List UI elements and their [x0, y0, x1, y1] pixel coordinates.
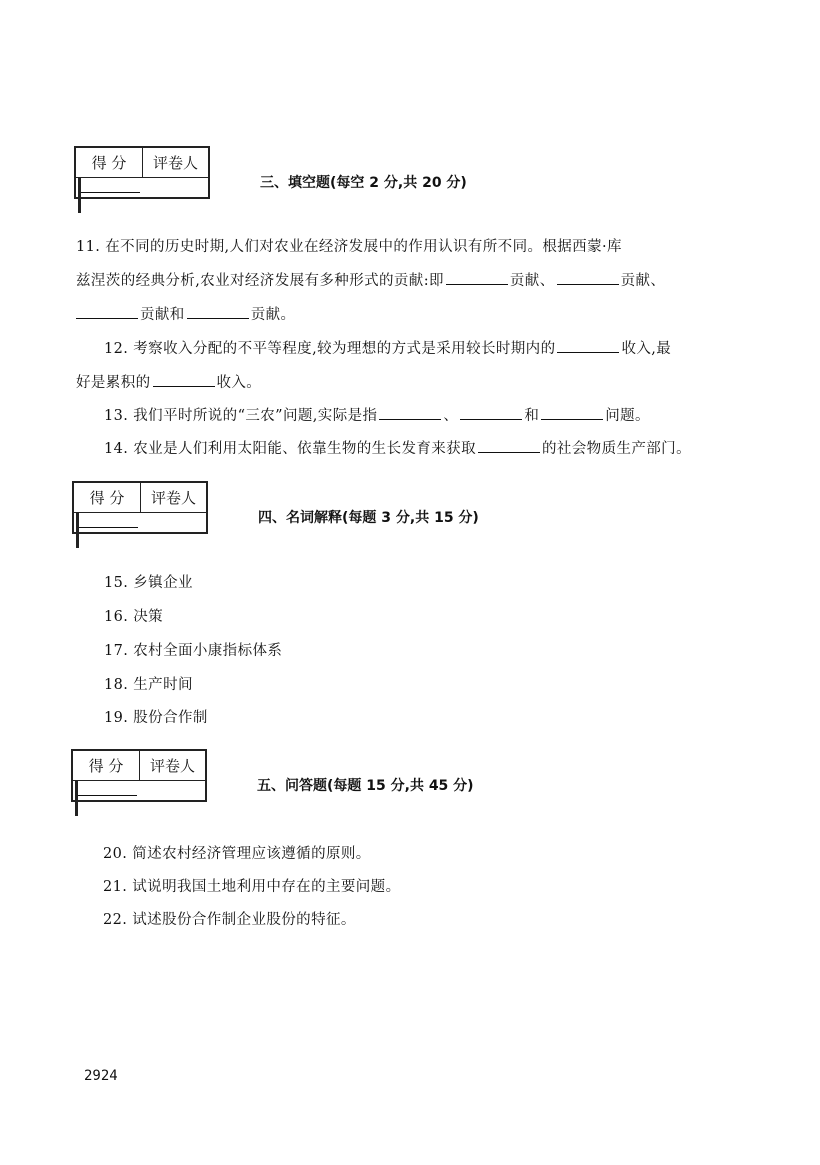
essay-question: 20. 简述农村经济管理应该遵循的原则。	[103, 846, 371, 862]
essay-question: 21. 试说明我国土地利用中存在的主要问题。	[103, 879, 401, 895]
score-box-section4	[72, 481, 208, 534]
score-label: 得 分	[73, 482, 141, 513]
term-item: 17. 农村全面小康指标体系	[104, 643, 283, 659]
answer-blank	[557, 338, 619, 353]
q11-line1: 11. 在不同的历史时期,人们对农业在经济发展中的作用认识有所不同。根据西蒙·库	[76, 239, 622, 255]
term-item: 15. 乡镇企业	[104, 575, 193, 591]
grader-cell	[78, 514, 79, 548]
term-item: 18. 生产时间	[104, 677, 193, 693]
answer-blank	[446, 270, 508, 285]
q12-text: 收入,最	[621, 341, 672, 357]
question-11	[76, 230, 748, 332]
q11-text: 贡献。	[250, 307, 296, 323]
grader-cell	[80, 179, 81, 213]
term-item: 19. 股份合作制	[104, 710, 208, 726]
section4-title: 四、名词解释(每题 3 分,共 15 分)	[258, 510, 479, 526]
term-item: 16. 决策	[104, 609, 164, 625]
score-box-section3	[74, 146, 210, 199]
q13-text: 问题。	[605, 408, 650, 424]
score-label: 得 分	[75, 147, 143, 178]
q12-line1	[76, 332, 748, 366]
page-code: 2924	[84, 1068, 118, 1084]
q11-line3	[76, 298, 748, 332]
grader-label: 评卷人	[141, 482, 208, 513]
answer-blank	[187, 304, 249, 319]
q11-text: 贡献和	[140, 307, 185, 323]
grader-cell	[77, 782, 78, 816]
q13-text: 13. 我们平时所说的“三农”问题,实际是指	[104, 408, 378, 424]
grader-label: 评卷人	[140, 750, 207, 781]
q13-text: 、	[443, 408, 459, 424]
q14-text: 14. 农业是人们利用太阳能、依靠生物的生长发育来获取	[104, 441, 476, 457]
question-13	[76, 399, 776, 433]
score-box-section5	[71, 749, 207, 802]
q13-line	[104, 399, 776, 433]
q12-text: 12. 考察收入分配的不平等程度,较为理想的方式是采用较长时期内的	[104, 341, 556, 357]
section3-title: 三、填空题(每空 2 分,共 20 分)	[260, 175, 467, 191]
answer-blank	[460, 405, 522, 420]
score-label: 得 分	[72, 750, 140, 781]
answer-blank	[557, 270, 619, 285]
q13-text: 和	[524, 408, 540, 424]
q11-text: 兹涅茨的经典分析,农业对经济发展有多种形式的贡献:即	[76, 273, 444, 289]
question-12	[76, 332, 748, 400]
q14-line	[104, 432, 776, 466]
essay-question: 22. 试述股份合作制企业股份的特征。	[103, 912, 356, 928]
answer-blank	[541, 405, 603, 420]
answer-blank	[153, 372, 215, 387]
answer-blank	[379, 405, 441, 420]
grader-label: 评卷人	[143, 147, 210, 178]
answer-blank	[478, 438, 540, 453]
q11-text: 贡献、	[509, 273, 555, 289]
q14-text: 的社会物质生产部门。	[541, 441, 691, 457]
section5-title: 五、问答题(每题 15 分,共 45 分)	[257, 778, 474, 794]
q12-text: 收入。	[216, 375, 262, 391]
q11-text: 贡献、	[620, 273, 666, 289]
q11-line2	[76, 264, 748, 298]
question-14	[76, 432, 776, 466]
answer-blank	[76, 304, 138, 319]
q12-text: 好是累积的	[76, 375, 151, 391]
q12-line2	[76, 366, 748, 400]
